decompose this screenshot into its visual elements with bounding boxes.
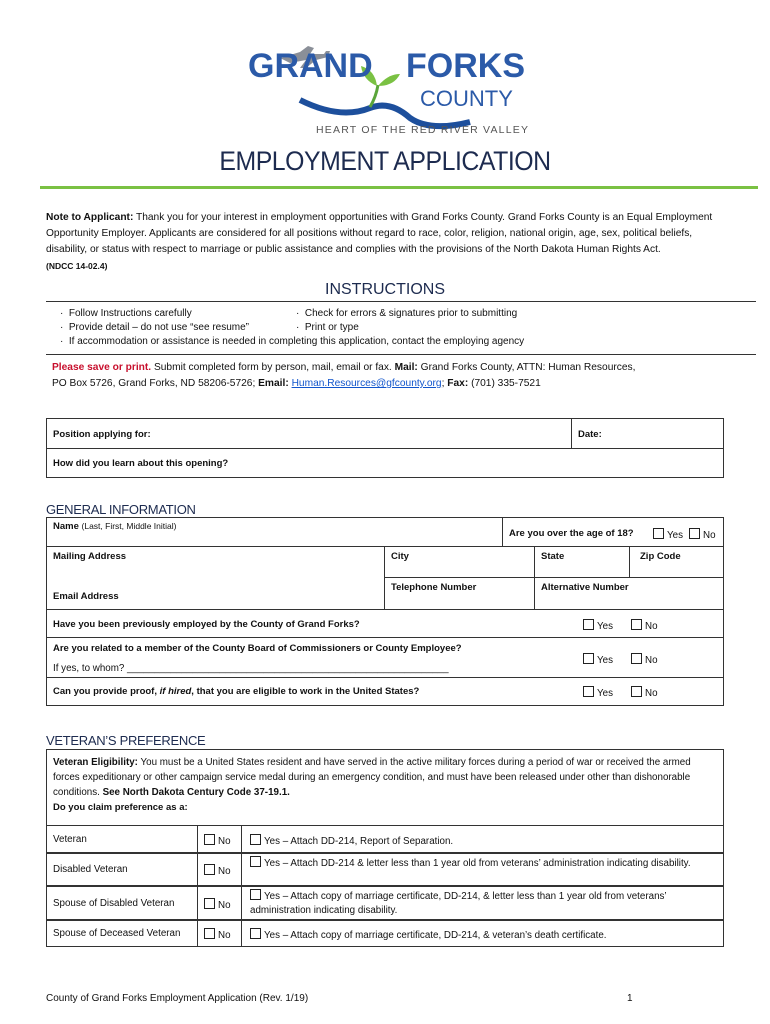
page-number: 1 xyxy=(627,993,633,1004)
logo-word-forks: FORKS xyxy=(406,47,525,85)
footer-text: County of Grand Forks Employment Application (Rev. 1/19) xyxy=(46,993,309,1004)
note-label: Note to Applicant: xyxy=(46,212,134,223)
veteran-yes-checkbox[interactable]: Yes – Attach DD-214 & letter less than 1 year old from veterans’ administration indicating disability. xyxy=(250,856,710,871)
save-notice: Please save or print. xyxy=(52,362,152,373)
veteran-yes-cell[interactable] xyxy=(241,852,724,887)
age-no-checkbox[interactable]: No xyxy=(689,528,716,541)
age-yes-checkbox[interactable]: Yes xyxy=(653,528,683,541)
age-question: Are you over the age of 18? Yes No xyxy=(502,517,724,547)
alt-number-field[interactable]: Alternative Number xyxy=(534,577,724,610)
veteran-yes-checkbox[interactable]: Yes – Attach DD-214, Report of Separation. xyxy=(250,834,710,849)
checkbox-icon xyxy=(250,889,261,900)
veteran-type-cell: Spouse of Deceased Veteran xyxy=(46,919,198,947)
instruction-item: · If accommodation or assistance is needed in completing this application, contact the employing agency xyxy=(60,336,525,347)
proof-no-checkbox[interactable]: No xyxy=(631,686,658,699)
instructions-box xyxy=(46,301,756,355)
checkbox-icon xyxy=(250,834,261,845)
veteran-heading: VETERAN’S PREFERENCE xyxy=(46,733,206,748)
checkbox-icon xyxy=(631,686,642,697)
checkbox-icon xyxy=(631,653,642,664)
veteran-type-cell: Spouse of Disabled Veteran xyxy=(46,885,198,921)
name-field[interactable]: Name (Last, First, Middle Initial) xyxy=(46,517,724,547)
mailing-address-field[interactable]: Mailing Address Email Address xyxy=(46,546,385,610)
checkbox-icon xyxy=(204,834,215,845)
veteran-yes-cell[interactable] xyxy=(241,825,724,854)
logo-tagline: HEART OF THE RED RIVER VALLEY xyxy=(316,124,530,136)
related-question: Are you related to a member of the County Board of Commissioners or County Employee? If yes, to whom? ___________________________________________________________ Yes No xyxy=(46,637,724,678)
veteran-no-cell[interactable] xyxy=(197,919,242,947)
note-text: Thank you for your interest in employment opportunities with Grand Forks County. Grand Forks County is an Equal Employment Opportunity Employer. Applicants are considered for all positions without regard to race, color, religion, national origin, age, sex, political beliefs, disability, or status with respect to marriage or public assistance and complies with the provisions of the North Dakota Human Rights Act. xyxy=(46,212,713,255)
page-title: EMPLOYMENT APPLICATION xyxy=(219,146,551,176)
veteran-type-cell: Disabled Veteran xyxy=(46,852,198,887)
learn-opening-field[interactable]: How did you learn about this opening? xyxy=(46,448,724,478)
checkbox-icon xyxy=(204,898,215,909)
county-logo xyxy=(240,30,540,140)
veteran-no-checkbox[interactable]: No xyxy=(204,928,231,941)
instruction-item: · Provide detail – do not use “see resume” xyxy=(60,322,249,333)
state-field[interactable]: State xyxy=(534,546,630,578)
related-yes-checkbox[interactable]: Yes xyxy=(583,653,613,666)
veteran-yes-cell[interactable] xyxy=(241,885,724,921)
veteran-no-cell[interactable] xyxy=(197,852,242,887)
veteran-eligibility: Veteran Eligibility: You must be a United States resident and have served in the active military forces during a period of war or received the armed forces expeditionary or other campaign service medal during an emergency condition, and must have been released under other than dishonorable conditions. See North Dakota Century Code 37-19.1. Do you claim preference as a: xyxy=(46,749,724,826)
instruction-item: · Print or type xyxy=(296,322,359,333)
employed-question: Have you been previously employed by the County of Grand Forks? Yes No xyxy=(46,609,724,638)
veteran-no-cell[interactable] xyxy=(197,825,242,854)
checkbox-icon xyxy=(250,856,261,867)
checkbox-icon xyxy=(689,528,700,539)
title-divider xyxy=(40,186,758,189)
note-to-applicant xyxy=(46,210,731,275)
related-whom-field[interactable]: If yes, to whom? ___________________________________________________________ xyxy=(53,663,449,674)
general-info-heading: GENERAL INFORMATION xyxy=(46,502,196,517)
position-field[interactable]: Position applying for: xyxy=(46,418,572,449)
employed-yes-checkbox[interactable]: Yes xyxy=(583,619,613,632)
related-no-checkbox[interactable]: No xyxy=(631,653,658,666)
proof-question: Can you provide proof, if hired, that you are eligible to work in the United States? Yes No xyxy=(46,677,724,706)
date-field[interactable]: Date: xyxy=(571,418,724,449)
zip-field[interactable]: Zip Code xyxy=(629,546,724,578)
checkbox-icon xyxy=(583,653,594,664)
checkbox-icon xyxy=(583,686,594,697)
logo-word-county: COUNTY xyxy=(420,86,513,111)
employed-no-checkbox[interactable]: No xyxy=(631,619,658,632)
email-link[interactable]: Human.Resources@gfcounty.org xyxy=(291,378,442,389)
checkbox-icon xyxy=(583,619,594,630)
checkbox-icon xyxy=(204,864,215,875)
veteran-yes-checkbox[interactable]: Yes – Attach copy of marriage certificate, DD-214, & letter less than 1 year old from veterans’ administration indicating disability. xyxy=(250,891,667,916)
instruction-item: · Follow Instructions carefully xyxy=(60,308,192,319)
veteran-no-checkbox[interactable]: No xyxy=(204,898,231,911)
veteran-no-checkbox[interactable]: No xyxy=(204,864,231,877)
checkbox-icon xyxy=(653,528,664,539)
checkbox-icon xyxy=(204,928,215,939)
veteran-type-cell: Veteran xyxy=(46,825,198,854)
telephone-field[interactable]: Telephone Number xyxy=(384,577,535,610)
logo-word-grand: GRAND xyxy=(248,47,373,85)
checkbox-icon xyxy=(631,619,642,630)
instruction-item: · Check for errors & signatures prior to submitting xyxy=(296,308,518,319)
city-field[interactable]: City xyxy=(384,546,535,578)
checkbox-icon xyxy=(250,928,261,939)
veteran-no-cell[interactable] xyxy=(197,885,242,921)
ndcc-reference: (NDCC 14-02.4) xyxy=(46,261,108,271)
submission-instructions: Please save or print. Submit completed form by person, mail, email or fax. Mail: Grand Forks County, ATTN: Human Resources, PO Box 5726, Grand Forks, ND 58206-5726; Email: Human.Resources@gfcounty.org; Fax: (701) 335-7521 xyxy=(52,362,636,389)
proof-yes-checkbox[interactable]: Yes xyxy=(583,686,613,699)
veteran-no-checkbox[interactable]: No xyxy=(204,834,231,847)
veteran-yes-checkbox[interactable]: Yes – Attach copy of marriage certificate, DD-214, & veteran’s death certificate. xyxy=(250,928,710,943)
instructions-heading: INSTRUCTIONS xyxy=(325,281,445,298)
veteran-yes-cell[interactable] xyxy=(241,919,724,947)
